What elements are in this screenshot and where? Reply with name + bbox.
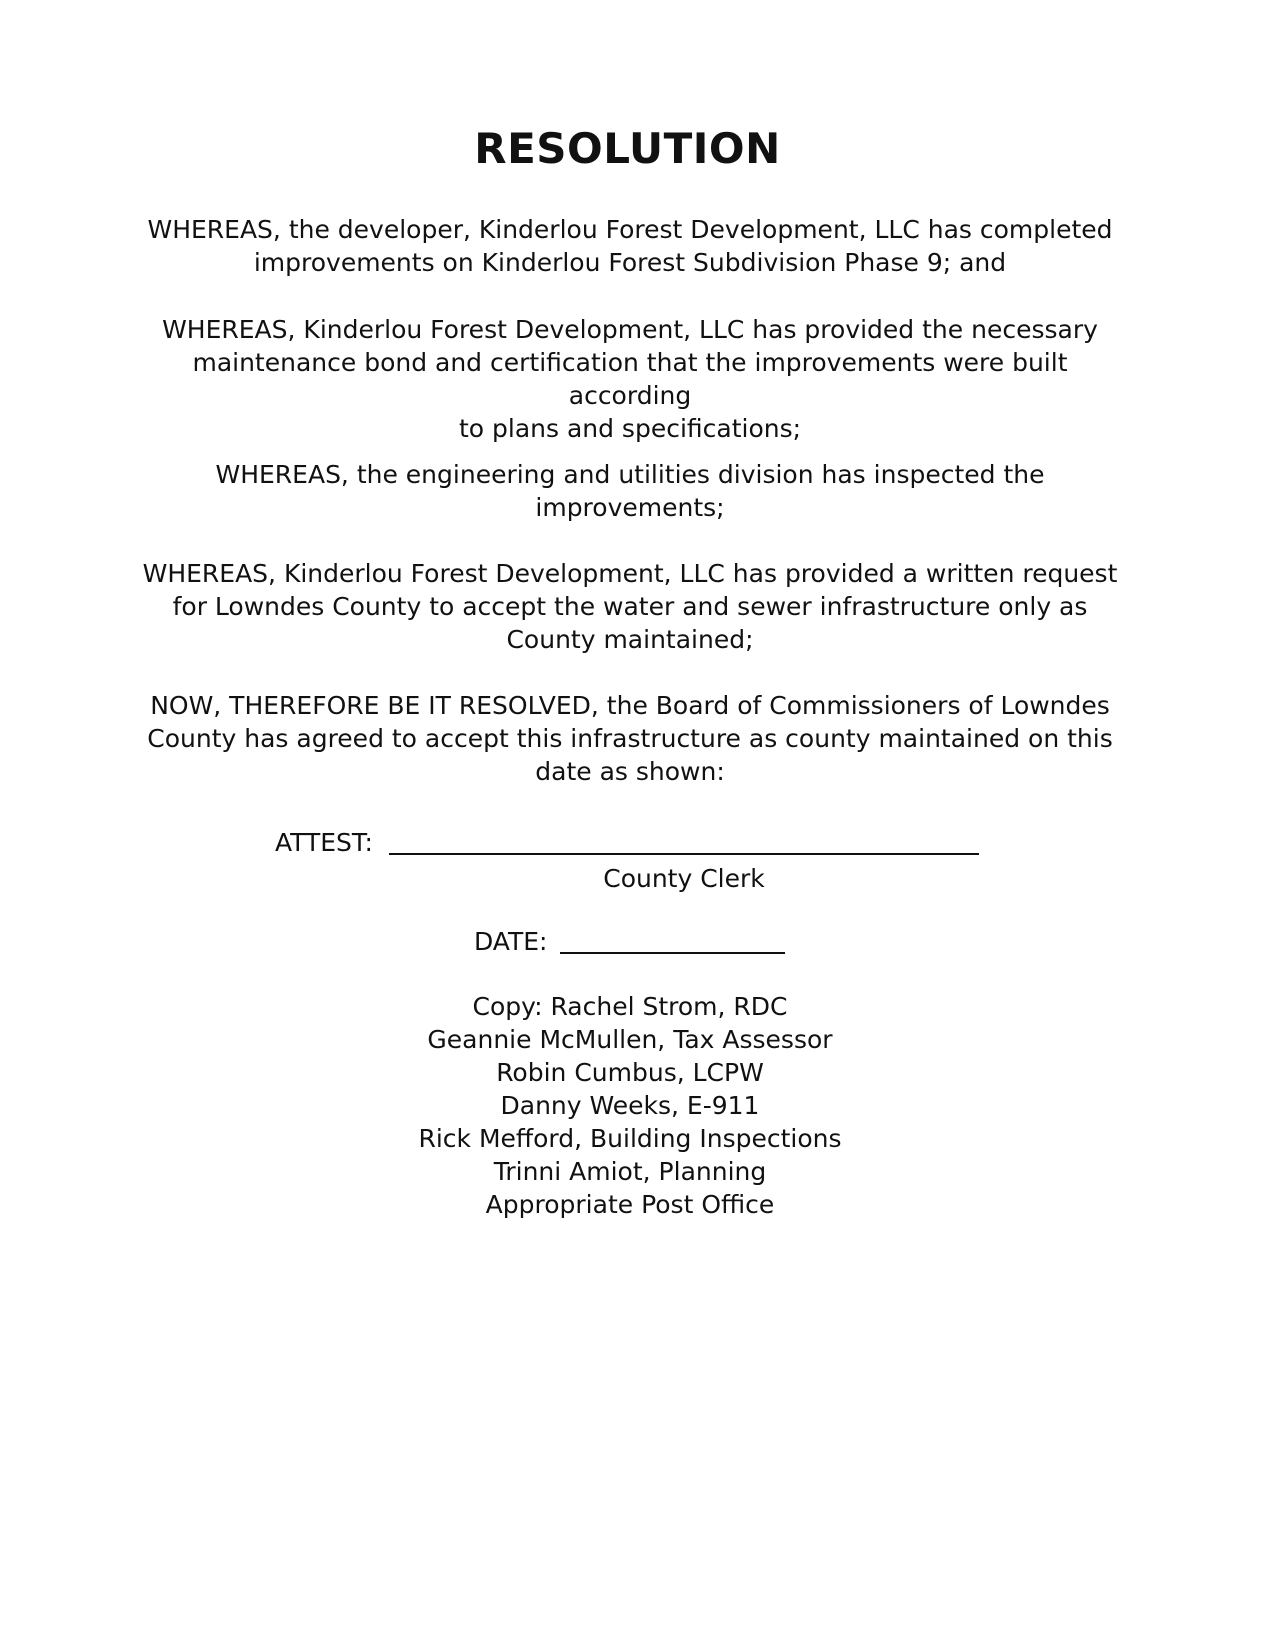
county-clerk-caption: County Clerk	[603, 864, 765, 893]
copy-recipient: Geannie McMullen, Tax Assessor	[427, 1025, 833, 1054]
date-label: DATE:	[474, 927, 548, 956]
paragraph-line: WHEREAS, Kinderlou Forest Development, LLC has provided a written request	[142, 559, 1118, 588]
paragraph-line: date as shown:	[535, 757, 725, 786]
attest-signature-line	[389, 853, 979, 855]
copy-recipient: Danny Weeks, E-911	[500, 1091, 760, 1120]
paragraph-line: improvements on Kinderlou Forest Subdivision Phase 9; and	[253, 248, 1007, 277]
paragraph-line: WHEREAS, the engineering and utilities division has inspected the	[215, 460, 1045, 489]
paragraph-line: County has agreed to accept this infrastructure as county maintained on this	[147, 724, 1113, 753]
paragraph-line: County maintained;	[506, 625, 754, 654]
paragraph-line: WHEREAS, Kinderlou Forest Development, LLC has provided the necessary	[162, 315, 1098, 344]
copy-recipient: Robin Cumbus, LCPW	[496, 1058, 764, 1087]
paragraph-line: improvements;	[535, 493, 725, 522]
paragraph-line: maintenance bond and certification that the improvements were built according	[192, 348, 1068, 410]
paragraph-line: to plans and specifications;	[458, 414, 802, 443]
attest-label: ATTEST:	[275, 828, 373, 857]
paragraph-line: NOW, THEREFORE BE IT RESOLVED, the Board of Commissioners of Lowndes	[150, 691, 1110, 720]
whereas-paragraph-3	[140, 458, 1120, 524]
copy-recipient: Copy: Rachel Strom, RDC	[472, 992, 788, 1021]
copy-recipient: Appropriate Post Office	[485, 1190, 775, 1219]
copy-recipient: Trinni Amiot, Planning	[493, 1157, 767, 1186]
whereas-paragraph-2	[130, 313, 1130, 445]
whereas-paragraph-1	[140, 213, 1120, 279]
whereas-paragraph-4	[140, 557, 1120, 656]
copy-recipient: Rick Mefford, Building Inspections	[418, 1124, 842, 1153]
paragraph-line: for Lowndes County to accept the water and sewer infrastructure only as	[172, 592, 1088, 621]
copy-distribution-list	[330, 990, 930, 1221]
document-title: RESOLUTION	[474, 124, 781, 173]
date-signature-line	[560, 952, 785, 954]
paragraph-line: WHEREAS, the developer, Kinderlou Forest Development, LLC has completed	[147, 215, 1113, 244]
resolved-paragraph	[140, 689, 1120, 788]
